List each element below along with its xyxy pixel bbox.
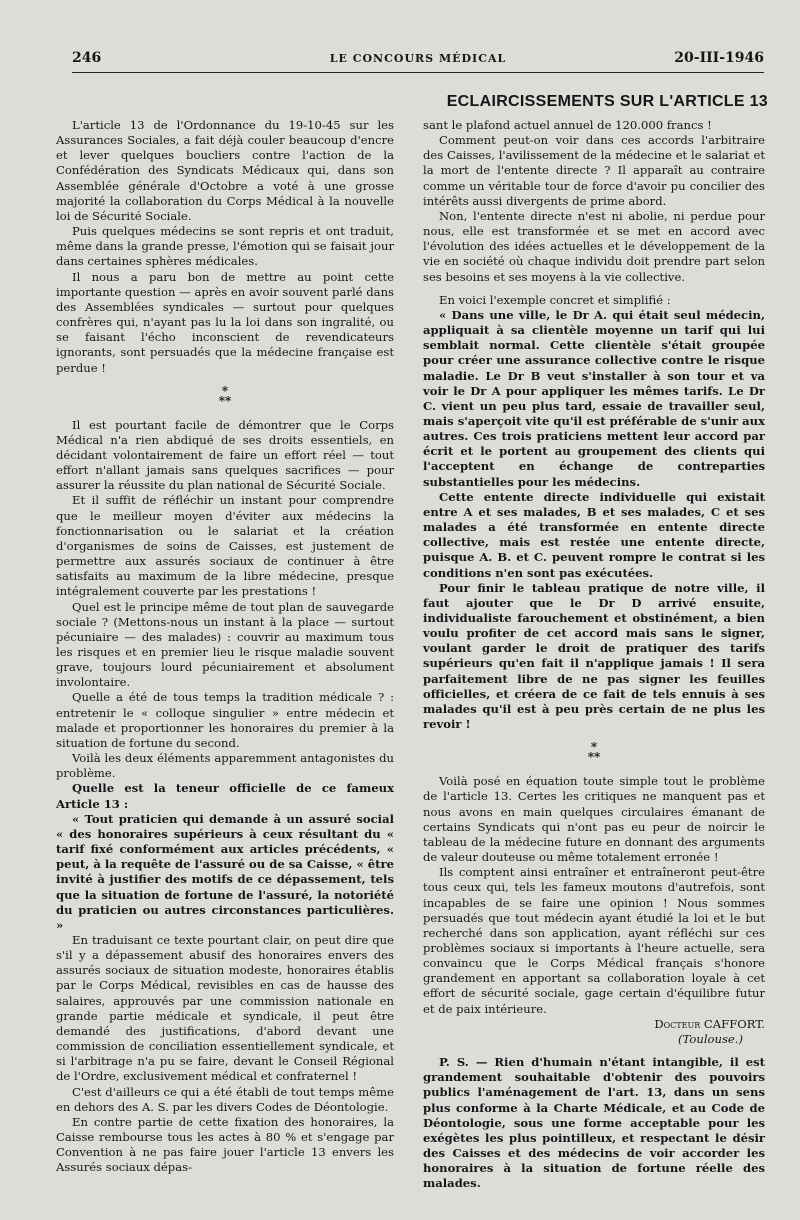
paragraph: Quel est le principe même de tout plan de sauvegarde sociale ? (Mettons-nous un instant à la place — surtout pécuniaire — des malades) : couvrir au maximum tous les risques et en premier lieu le risque maladie souvent grave, toujours lourd pécuniairement et absolument involontaire. bbox=[56, 599, 394, 690]
paragraph: Non, l'entente directe n'est ni abolie, ni perdue pour nous, elle est transformée et se met en accord avec l'évolution des idées actuelles et le développement de la vie en société où chaque individu doit prendre part selon ses besoins et ses moyens à la vie collective. bbox=[423, 208, 765, 284]
postscript: P. S. — Rien d'humain n'étant intangible, il est grandement souhaitable d'obtenir des pouvoirs publics l'aménagement de l'art. 13, dans un sens plus conforme à la Charte Médicale, et au Code de Déontologie, sous une forme acceptable pour les exégètes les plus pointilleux, et respectant le désir des Caisses et des médecins de voir accorder les honoraires à la situation de fortune réelle des malades. bbox=[423, 1055, 765, 1191]
author-name: Docteur CAFFORT. bbox=[654, 1016, 765, 1031]
author-place: (Toulouse.) bbox=[678, 1031, 743, 1046]
paragraph: Puis quelques médecins se sont repris et ont traduit, même dans la grande presse, l'émotion qui se faisait jour dans certaines sphères médicales. bbox=[56, 224, 394, 269]
paragraph: Quelle a été de tous temps la tradition médicale ? : entretenir le « colloque singulier » entre médecin et malade et proportionner les honoraires du premier à la situation de fortune du second. bbox=[56, 690, 394, 750]
paragraph: Comment peut-on voir dans ces accords l'arbitraire des Caisses, l'avilissement de la médecine et le salariat et la mort de l'entente directe ? Il apparaît au contraire comme un véritable tour de force d'avoir pu concilier des intérêts aussi divergents de prime abord. bbox=[423, 133, 765, 208]
paragraph: Voilà les deux éléments apparemment antagonistes du problème. bbox=[56, 751, 394, 781]
paragraph: Et il suffit de réfléchir un instant pour comprendre que le meilleur moyen d'éviter aux médecins la fonctionnarisation ou le salariat et la création d'organismes de soins de Caisses, est justement de permettre aux assurés sociaux de continuer à être satisfaits au maximum de la libre médecine, presque intégralement couverte par les prestations ! bbox=[56, 493, 394, 599]
paragraph: Voilà posé en équation toute simple tout le problème de l'article 13. Certes les critiques ne manquent pas et nous avons en main quelques circulaires émanant de certains Syndicats qui n'ont pas eu peur de noircir le tableau de la médecine future en donnant des arguments de valeur douteuse ou même totalement erronée ! bbox=[423, 774, 765, 865]
example-quote: « Dans une ville, le Dr A. qui était seul médecin, appliquait à sa clientèle moyenne un tarif qui lui semblait normal. Cette clientèle s'était groupée pour créer une assurance collective contre le risque maladie. Le Dr B veut s'installer à son tour et va voir le Dr A pour appliquer les mêmes tarifs. Le Dr C. vient un peu plus tard, essaie de travailler seul, mais s'aperçoit vite qu'il est préférable de s'unir aux autres. Ces trois praticiens mettent leur accord par écrit et le portent au groupement des clients qui l'acceptent en échange de contreparties substantielles pour les médecins. bbox=[423, 307, 766, 489]
paragraph: Quelle est la teneur officielle de ce fameux Article 13 : bbox=[56, 781, 394, 811]
journal-name: LE CONCOURS MÉDICAL bbox=[329, 52, 507, 65]
paragraph: Il nous a paru bon de mettre au point cette importante question — après en avoir souvent parlé dans des Assemblées syndicales — surtout pour quelques confrères qui, n'ayant pas lu la loi dans son ingralité, ou se faisant l'écho inconscient de revendicateurs ignorants, sont persuadés que la médecine française est perdue ! bbox=[56, 269, 394, 375]
paragraph: Ils comptent ainsi entraîner et entraîneront peut-être tous ceux qui, tels les fameux moutons d'autrefois, sont incapables de se faire une opinion ! Nous sommes persuadés que tout médecin ayant étudié la loi et le but recherché dans son application, ayant réfléchi sur ces problèmes sociaux si importants à l'heure actuelle, sera convaincu que le Corps Médical français s'honore grandement en apportant sa collaboration loyale à cet effort de sécurité sociale, gage certain d'équilibre futur et de paix intérieure. bbox=[423, 865, 765, 1016]
paragraph: sant le plafond actuel annuel de 120.000 francs ! bbox=[423, 118, 712, 132]
page-header bbox=[72, 50, 764, 72]
paragraph: Il est pourtant facile de démontrer que le Corps Médical n'a rien abdiqué de ses droits essentiels, en décidant volontairement de faire un effort réel — tout effort n'allant jamais sans quelques sacrifices — pour assurer la réussite du plan national de Sécurité Sociale. bbox=[56, 417, 394, 493]
section-separator: * ** bbox=[218, 383, 232, 408]
author-signature bbox=[423, 1017, 765, 1032]
paragraph: En contre partie de cette fixation des honoraires, la Caisse rembourse tous les actes à 80 % et s'engage par Convention à ne pas faire jouer l'article 13 envers les Assurés sociaux dépas- bbox=[56, 1114, 394, 1175]
article-title: ECLAIRCISSEMENTS SUR L'ARTICLE 13 bbox=[446, 93, 768, 110]
paragraph: Cette entente directe individuelle qui existait entre A et ses malades, B et ses malades, C et ses malades a été transformée en entente directe collective, mais est restée une entente directe, puisque A. B. et C. peuvent rompre le contrat si les conditions n'en sont pas exécutées. bbox=[423, 489, 765, 580]
issue-date: 20-III-1946 bbox=[674, 50, 764, 66]
right-column bbox=[423, 118, 765, 1191]
paragraph: En traduisant ce texte pourtant clair, on peut dire que s'il y a dépassement abusif des honoraires envers des assurés sociaux de situation modeste, honoraires établis par le Corps Médical, revisibles en cas de hausse des salaires, approuvés par une commission nationale en grande partie médicale et syndicale, il peut être demandé des justifications, d'abord devant une commission de conciliation essentiellement syndicale, et si l'arbitrage n'a pu se faire, devant le Conseil Régional de l'Ordre, exclusivement médical et confraternel ! bbox=[56, 932, 394, 1084]
left-column bbox=[56, 118, 394, 1175]
paragraph: C'est d'ailleurs ce qui a été établi de tout temps même en dehors des A. S. par les divers Codes de Déontologie. bbox=[56, 1084, 394, 1114]
quoted-article: « Tout praticien qui demande à un assuré social « des honoraires supérieurs à ceux résultant du « tarif fixé conformément aux articles précédents, « peut, à la requête de l'assuré ou de sa Caisse, « être invité à justifier des motifs de ce dépassement, tels que la situation de fortune de l'assuré, la notoriété du praticien ou autres circonstances particulières. » bbox=[56, 811, 394, 932]
paragraph: Pour finir le tableau pratique de notre ville, il faut ajouter que le Dr D arrivé ensuite, individualiste farouchement et obstinément, a bien voulu profiter de cet accord mais sans le signer, voulant garder le droit de pratiquer des tarifs supérieurs qu'en fait il n'applique jamais ! Il sera parfaitement libre de ne pas signer les feuilles officielles, et créera de ce fait de tels ennuis à ses malades qu'il est à peu près certain de ne plus les revoir ! bbox=[423, 580, 765, 732]
section-separator: * ** bbox=[587, 740, 601, 765]
page-number: 246 bbox=[72, 50, 102, 66]
header-rule bbox=[72, 72, 764, 73]
paragraph: L'article 13 de l'Ordonnance du 19-10-45 sur les Assurances Sociales, a fait déjà couler beaucoup d'encre et lever quelques boucliers contre l'action de la Confédération des Syndicats Médicaux qui, dans son Assemblée générale d'Octobre a voté à une grosse majorité la collaboration du Corps Médical à la nouvelle loi de Sécurité Sociale. bbox=[56, 118, 394, 223]
paragraph: En voici l'exemple concret et simplifié : bbox=[439, 292, 671, 307]
